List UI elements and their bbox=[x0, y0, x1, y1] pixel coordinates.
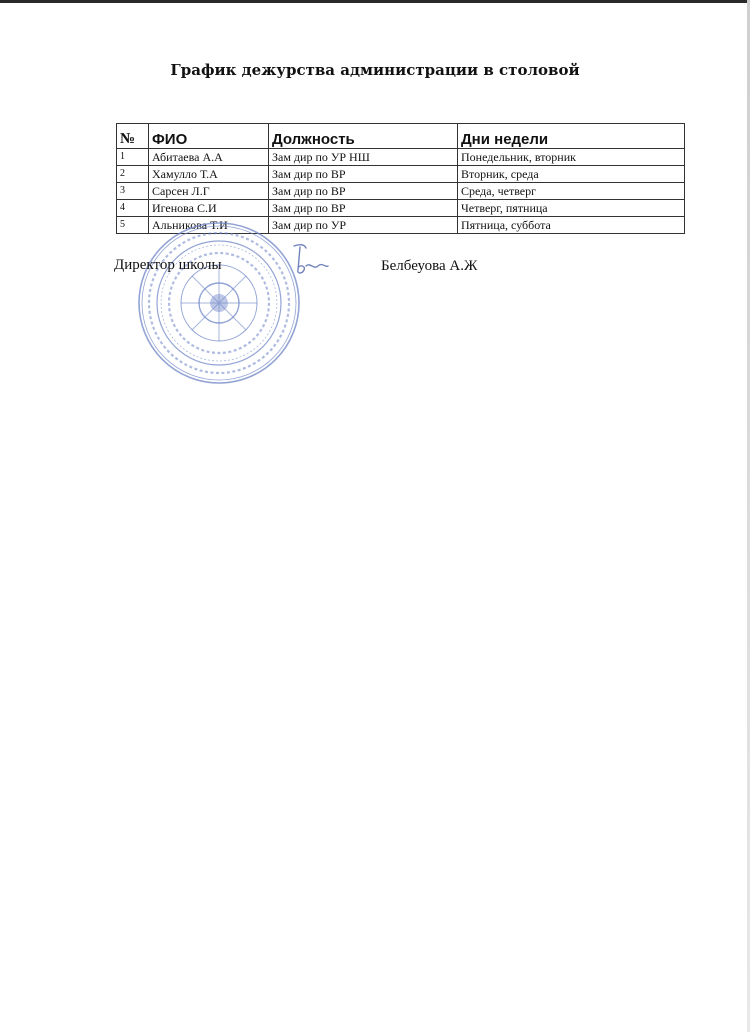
cell-days: Понедельник, вторник bbox=[458, 149, 685, 166]
cell-number: 4 bbox=[117, 200, 149, 217]
cell-days: Вторник, среда bbox=[458, 166, 685, 183]
cell-position: Зам дир по ВР bbox=[269, 183, 458, 200]
cell-position: Зам дир по УР bbox=[269, 217, 458, 234]
table-row bbox=[117, 200, 685, 217]
cell-name: Хамулло Т.А bbox=[149, 166, 269, 183]
director-title: Директор школы bbox=[114, 257, 222, 273]
official-seal-stamp-icon bbox=[136, 220, 302, 386]
cell-days: Среда, четверг bbox=[458, 183, 685, 200]
cell-name: Сарсен Л.Г bbox=[149, 183, 269, 200]
cell-number: 3 bbox=[117, 183, 149, 200]
cell-days: Четверг, пятница bbox=[458, 200, 685, 217]
cell-number: 5 bbox=[117, 217, 149, 234]
duty-schedule-table bbox=[116, 123, 685, 234]
document-title: График дежурства администрации в столовой bbox=[170, 61, 580, 79]
cell-position: Зам дир по ВР bbox=[269, 200, 458, 217]
handwritten-signature-icon bbox=[286, 240, 330, 280]
cell-days: Пятница, суббота bbox=[458, 217, 685, 234]
cell-name: Абитаева А.А bbox=[149, 149, 269, 166]
cell-position: Зам дир по ВР bbox=[269, 166, 458, 183]
header-number: № bbox=[117, 124, 149, 149]
header-name: ФИО bbox=[149, 124, 269, 149]
table-header-row bbox=[117, 124, 685, 149]
table-row bbox=[117, 183, 685, 200]
cell-number: 2 bbox=[117, 166, 149, 183]
header-position: Должность bbox=[269, 124, 458, 149]
director-name: Белбеуова А.Ж bbox=[381, 258, 478, 274]
cell-name: Игенова С.И bbox=[149, 200, 269, 217]
table-row bbox=[117, 166, 685, 183]
table-row bbox=[117, 149, 685, 166]
cell-position: Зам дир по УР НШ bbox=[269, 149, 458, 166]
scan-top-edge bbox=[0, 0, 750, 3]
cell-number: 1 bbox=[117, 149, 149, 166]
header-days: Дни недели bbox=[458, 124, 685, 149]
cell-name: Альникова Т.И bbox=[149, 217, 269, 234]
